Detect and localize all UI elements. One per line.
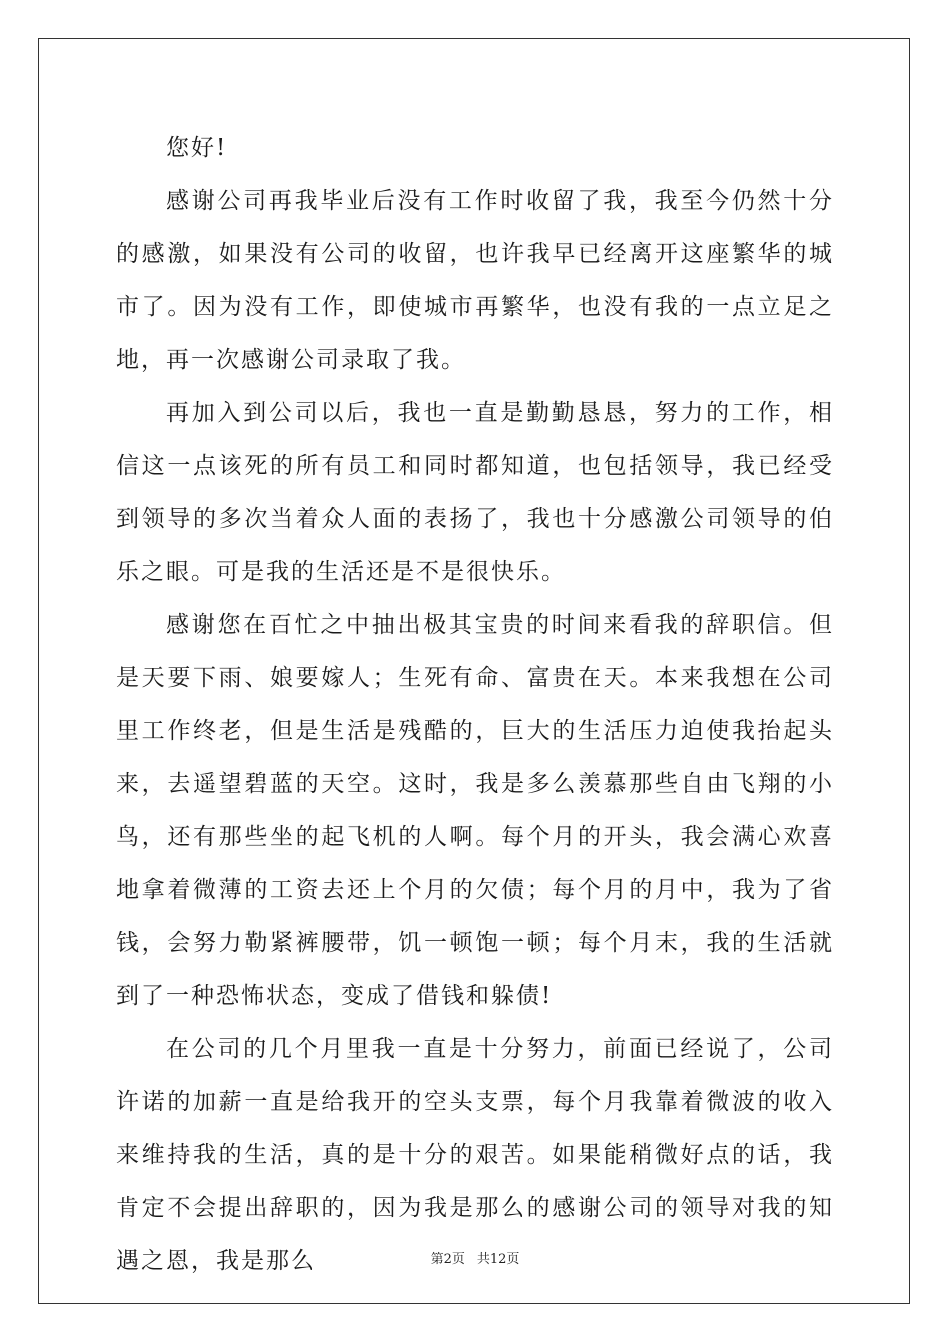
paragraph-3: 感谢您在百忙之中抽出极其宝贵的时间来看我的辞职信。但是天要下雨、娘要嫁人；生死有命、富贵在天。本来我想在公司里工作终老，但是生活是残酷的，巨大的生活压力迫使我抬起头来，去遥望碧蓝的天空。这时，我是多么羡慕那些自由飞翔的小鸟，还有那些坐的起飞机的人啊。每个月的开头，我会满心欢喜地拿着微薄的工资去还上个月的欠债；每个月的月中，我为了省钱，会努力勒紧裤腰带，饥一顿饱一顿；每个月末，我的生活就到了一种恐怖状态，变成了借钱和躲债! [116, 612, 834, 1009]
paragraph-1: 感谢公司再我毕业后没有工作时收留了我，我至今仍然十分的感激，如果没有公司的收留，也许我早已经离开这座繁华的城市了。因为没有工作，即使城市再繁华，也没有我的一点立足之地，再一次感谢公司录取了我。 [116, 188, 834, 373]
paragraph-2: 再加入到公司以后，我也一直是勤勤恳恳，努力的工作，相信这一点该死的所有员工和同时都知道，也包括领导，我已经受到领导的多次当着众人面的表扬了，我也十分感激公司领导的伯乐之眼。可是我的生活还是不是很快乐。 [116, 400, 834, 585]
paragraph-4: 在公司的几个月里我一直是十分努力，前面已经说了，公司许诺的加薪一直是给我开的空头支票，每个月我靠着微波的收入来维持我的生活，真的是十分的艰苦。如果能稍微好点的话，我肯定不会提出辞职的，因为我是那么的感谢公司的领导对我的知遇之恩，我是那么 [116, 1036, 834, 1274]
greeting: 您好! [166, 135, 228, 161]
page-footer [0, 1248, 950, 1267]
letter-body [116, 122, 834, 1288]
page-total: 共12页 [476, 1252, 520, 1267]
page-number: 第2页 [430, 1252, 465, 1267]
